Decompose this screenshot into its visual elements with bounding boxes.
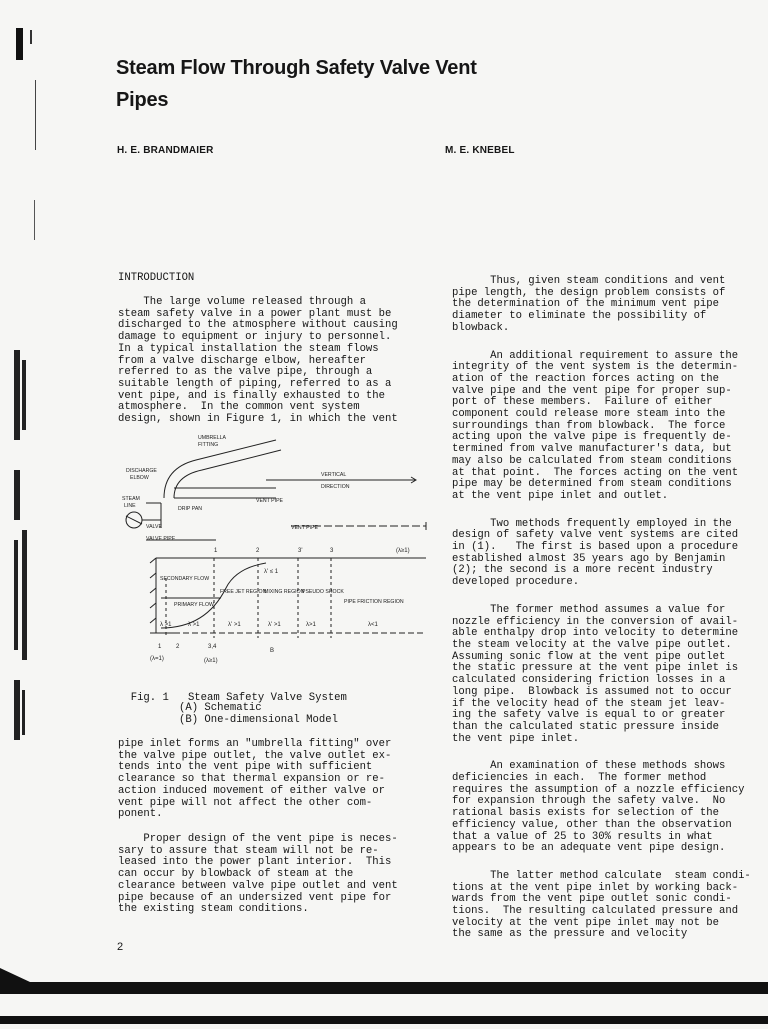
text-line: The latter method calculate steam condi- [452, 869, 751, 882]
label-umbrella: UMBRELLA [198, 435, 226, 441]
text-line: design of safety valve vent systems are cited [452, 529, 739, 542]
text-line: The former method assumes a value for [452, 603, 726, 616]
text-line: integrity of the vent system is the determin- [452, 361, 739, 374]
scan-edge-left [0, 0, 40, 1024]
label-lambda-gt1-c: λ' >1 [228, 622, 241, 628]
text-line: nozzle efficiency in the conversion of avail- [452, 615, 739, 628]
page-number: 2 [117, 941, 124, 953]
label-mixing: MIXING REGION [264, 589, 305, 595]
text-line: the existing steam conditions. [118, 903, 309, 916]
label-valve: VALVE [146, 524, 162, 530]
scan-edge-bottom [0, 968, 768, 1024]
label-steam: STEAM [122, 496, 140, 502]
text-line: Proper design of the vent pipe is neces- [118, 833, 398, 845]
text-line: tends into the vent pipe with sufficient [118, 761, 373, 774]
text-line: at the vent pipe inlet and outlet. [452, 489, 669, 502]
label-elbow: ELBOW [130, 475, 149, 481]
text-line: vent pipe will not affect the other com- [118, 796, 373, 809]
text-line: pipe because of an undersized vent pipe for [118, 891, 392, 904]
bottom-label-b: B [270, 648, 275, 654]
text-line: the same as the pressure and velocity [452, 928, 688, 941]
text-line: clearance so that thermal expansion or re- [118, 773, 386, 786]
paragraph [452, 276, 762, 335]
text-line: calculated considering friction losses in a [452, 674, 726, 687]
figure-1 [116, 428, 436, 673]
text-line: An additional requirement to assure the [452, 349, 739, 362]
label-secondary-flow: SECONDARY FLOW [160, 576, 210, 582]
text-line: efficiency value, other than the observation [452, 818, 732, 831]
text-line: steam safety valve in a power plant must be [118, 307, 392, 320]
text-line: requires the assumption of a nozzle efficiency [452, 783, 745, 796]
paragraph [452, 871, 762, 941]
station-3: 3 [330, 548, 334, 554]
label-lambda-lt1: λ<1 [368, 622, 378, 628]
figure-caption [118, 681, 347, 704]
text-line: developed procedure. [452, 576, 580, 589]
label-lambda-gt1-a: λ >1 [160, 622, 172, 628]
label-vent-pipe-upper: VENT PIPE [256, 498, 284, 504]
label-lambda-top-right: (λ≥1) [396, 548, 410, 554]
paragraph [452, 761, 762, 855]
label-pipe-friction: PIPE FRICTION REGION [344, 599, 404, 605]
station-2: 2 [256, 548, 260, 554]
text-line: the vent pipe inlet. [452, 732, 580, 745]
label-vertical: VERTICAL [321, 472, 347, 478]
text-line: diameter to eliminate the possibility of [452, 310, 707, 323]
text-line: valve pipe and the vent pipe for proper sup- [452, 384, 732, 397]
figure-1-drawing [116, 428, 436, 668]
label-valve-pipe: VALVE PIPE [146, 536, 176, 542]
station-3-prime: 3' [298, 548, 303, 554]
text-line: sary to assure that steam will not be re- [118, 844, 379, 857]
label-drip-pan: DRIP PAN [178, 506, 203, 512]
text-line: may also be calculated from steam conditions [452, 454, 732, 467]
title-line-2: Pipes [116, 89, 169, 111]
bottom-station-34: 3,4 [208, 644, 217, 650]
text-line: able enthalpy drop into velocity to determine [452, 627, 739, 640]
caption-a: (A) Schematic [179, 702, 262, 714]
text-line: clearance between valve pipe outlet and vent [118, 879, 398, 892]
caption-label: Fig. 1 [130, 691, 169, 704]
paragraph [452, 351, 762, 503]
text-line: established almost 35 years ago by Benjamin [452, 552, 726, 565]
text-line: the steam velocity at the valve pipe outlet. [452, 638, 732, 651]
text-line: rational basis exists for selection of the [452, 807, 720, 820]
text-line: long pipe. Blowback is assumed not to occur [452, 685, 732, 698]
paragraph [452, 519, 762, 589]
label-fitting: FITTING [198, 442, 219, 448]
paragraph [452, 605, 762, 745]
label-lambda-gt1-d: λ' >1 [268, 622, 281, 628]
text-line: vent pipe, and is finally exhausted to the [118, 389, 386, 402]
right-column [452, 276, 762, 957]
text-line: ponent. [118, 808, 163, 821]
text-line: component could release more steam into the [452, 408, 726, 421]
label-free-jet: FREE JET REGION [220, 589, 267, 595]
text-line: port of these members. Failure of either [452, 396, 713, 409]
text-line: In a typical installation the steam flows [118, 342, 379, 355]
text-line: ing the safety valve is equal to or greater [452, 709, 726, 722]
bottom-station-2: 2 [176, 644, 180, 650]
text-line: design, shown in Figure 1, in which the vent [118, 413, 398, 426]
text-line: the valve pipe outlet, the valve outlet ex- [118, 749, 392, 762]
text-line: tions at the vent pipe inlet by working back- [452, 881, 739, 894]
text-line: tions. The resulting calculated pressure and [452, 905, 739, 918]
text-line: action induced movement of either valve or [118, 784, 386, 797]
text-line: the determination of the minimum vent pipe [452, 298, 720, 311]
text-line: appears to be an adequate vent pipe design. [452, 842, 726, 855]
left-column-bottom-p2 [118, 834, 436, 916]
caption-b: (B) One-dimensional Model [179, 714, 338, 726]
text-line: deficiencies in each. The former method [452, 772, 707, 785]
text-line: acting upon the valve pipe is frequently de- [452, 431, 732, 444]
section-heading: INTRODUCTION [118, 272, 195, 284]
title-line-1: Steam Flow Through Safety Valve Vent [116, 57, 477, 79]
text-line: (2); the second is a more recent industry [452, 564, 713, 577]
article-title [116, 52, 586, 116]
text-line: in (1). The first is based upon a procedure [452, 541, 739, 554]
text-line: than the calculated static pressure inside [452, 720, 720, 733]
text-line: wards from the vent pipe outlet sonic condi- [452, 893, 732, 906]
bottom-station-1: 1 [158, 644, 162, 650]
label-line: LINE [124, 503, 136, 509]
label-vent-pipe-lower: VENT PIPE [291, 525, 319, 531]
author-left: H. E. BRANDMAIER [117, 145, 214, 156]
text-line: Two methods frequently employed in the [452, 517, 732, 530]
text-line: suitable length of piping, referred to as a [118, 377, 392, 390]
bottom-lambda-2: (λ≥1) [204, 658, 218, 664]
text-line: pipe inlet forms an "umbrella fitting" over [118, 738, 392, 750]
text-line: atmosphere. In the common vent system [118, 401, 360, 414]
left-column-bottom-p1 [118, 739, 436, 821]
label-lambda-gt1-e: λ>1 [306, 622, 316, 628]
text-line: for expansion through the safety valve. No [452, 795, 726, 808]
text-line: the static pressure at the vent pipe inlet is [452, 662, 739, 675]
text-line: The large volume released through a [118, 296, 366, 308]
label-lambda-gt1-b: λ >1 [188, 622, 200, 628]
text-line: An examination of these methods shows [452, 760, 726, 773]
text-line: leased into the power plant interior. This [118, 856, 392, 869]
label-discharge: DISCHARGE [126, 468, 157, 474]
text-line: pipe length, the design problem consists of [452, 286, 726, 299]
caption-title: Steam Safety Valve System [187, 691, 347, 704]
text-line: discharged to the atmosphere without causing [118, 319, 398, 332]
left-column-top [118, 297, 436, 426]
text-line: Assuming sonic flow at the vent pipe outlet [452, 650, 726, 663]
station-1: 1 [214, 548, 218, 554]
text-line: can occur by blowback of steam at the [118, 868, 354, 881]
text-line: referred to as the valve pipe, through a [118, 366, 373, 379]
author-right: M. E. KNEBEL [445, 145, 515, 156]
text-line: surroundings than from blowback. The force [452, 419, 726, 432]
text-line: termined from valve manufacturer's data, but [452, 443, 732, 456]
label-lambda-le1: λ' ≤ 1 [264, 569, 279, 575]
text-line: velocity at the vent pipe inlet may not be [452, 916, 720, 929]
label-primary-flow: PRIMARY FLOW [174, 602, 214, 608]
text-line: Thus, given steam conditions and vent [452, 275, 726, 287]
text-line: if the velocity head of the steam jet leav- [452, 697, 726, 710]
label-pseudo-shock: PSEUDO SHOCK [302, 589, 344, 595]
text-line: damage to equipment or injury to personnel. [118, 331, 392, 344]
text-line: blowback. [452, 321, 510, 334]
text-line: pipe may be determined from steam conditions [452, 478, 732, 491]
text-line: that a value of 25 to 30% results in what [452, 830, 713, 843]
bottom-lambda-1: (λ=1) [150, 656, 164, 662]
label-direction: DIRECTION [321, 484, 350, 490]
text-line: from a valve discharge elbow, hereafter [118, 354, 366, 367]
text-line: at that point. The forces acting on the vent [452, 466, 739, 479]
text-line: ation of the reaction forces acting on the [452, 372, 720, 385]
